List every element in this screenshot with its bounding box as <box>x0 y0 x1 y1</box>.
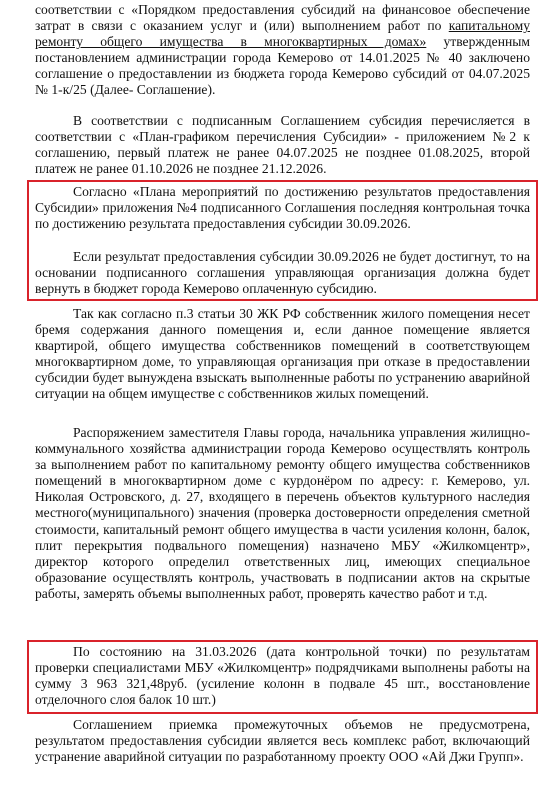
paragraph-agreement-basis <box>35 2 530 99</box>
paragraph-work-progress: По состоянию на 31.03.2026 (дата контрольной точки) по результатам проверки специалистами МБУ «Жилкомцентр» подрядчиками выполнены работы на сумму 3 963 321,48руб. (усиление колонн в подвале 45 шт., восстановление отделочного слоя балок 10 шт.) <box>35 644 530 708</box>
paragraph-agreement-basis-text: соответствии с «Порядком предоставления субсидий на финансовое обеспечение затрат в связи с оказанием услуг и (или) выполнением работ по <box>35 2 530 34</box>
paragraph-subsidy-return: Если результат предоставления субсидии 30.09.2026 не будет достигнут, то на основании подписанного соглашения управляющая организация должна будет вернуть в бюджет города Кемерово оплаченную субсидию. <box>35 249 530 297</box>
paragraph-owner-burden: Так как согласно п.3 статьи 30 ЖК РФ собственник жилого помещения несет бремя содержания данного помещения и, если данное помещение является квартирой, общего имущества собственников помещений в соответствующем многоквартирном доме, то управляющая организация при отказе в предоставлении субсидии будет вынуждена взыскать выполненные работы по устранению аварийной ситуации на общем имуществе с собственников жилых помещений. <box>35 306 530 402</box>
paragraph-control-point: Согласно «Плана мероприятий по достижению результатов предоставления Субсидии» приложения №4 подписанного Соглашения последняя контрольная точка по достижению результата предоставления субсидии 30.09.2026. <box>35 184 530 232</box>
paragraph-payment-schedule: В соответствии с подписанным Соглашением субсидия перечисляется в соответствии с «План-графиком перечисления Субсидии» - приложением №2 к соглашению, первый платеж не ранее 04.07.2025 не позднее 01.08.2025, второй платеж не ранее 01.10.2026 не позднее 21.12.2026. <box>35 113 530 177</box>
underlined-phrase: капитальному ремонту общего имущества в многоквартирных домах» <box>35 18 530 50</box>
paragraph-acceptance: Соглашением приемка промежуточных объемов не предусмотрена, результатом предоставления субсидии является весь комплекс работ, включающий устранение аварийной ситуации по разработанному проекту ООО «Ай Джи Групп». <box>35 717 530 765</box>
paragraph-control-order: Распоряжением заместителя Главы города, начальника управления жилищно-коммунального хозяйства администрации города Кемерово осуществлять контроль за выполнением работ по капитальному ремонту общего имущества собственников помещений в многоквартирном доме с курдонёром по адресу: г. Кемерово, ул. Николая Островского, д. 27, входящего в перечень объектов культурного наследия местного(муниципального) значения (проверка достоверности определения сметной стоимости, капитальный ремонт общего имущества в части усиления колонн, балок, плит перекрытия подвального помещения) назначено МБУ «Жилкомцентр», директор которого определил ответственных лиц, имеющих специальное образование осуществлять контроль, участвовать в подписании актов на скрытые работы, замерять объемы выполненных работ, проверять качество работ и т.д. <box>35 425 530 601</box>
paragraph-agreement-basis-tail: утвержденным постановлением администрации города Кемерово от 14.01.2025 № 40 заключено соглашение о предоставлении из бюджета города Кемерово субсидий от 04.07.2025 № 1-к/25 (Далее- Соглашение). <box>35 34 530 98</box>
